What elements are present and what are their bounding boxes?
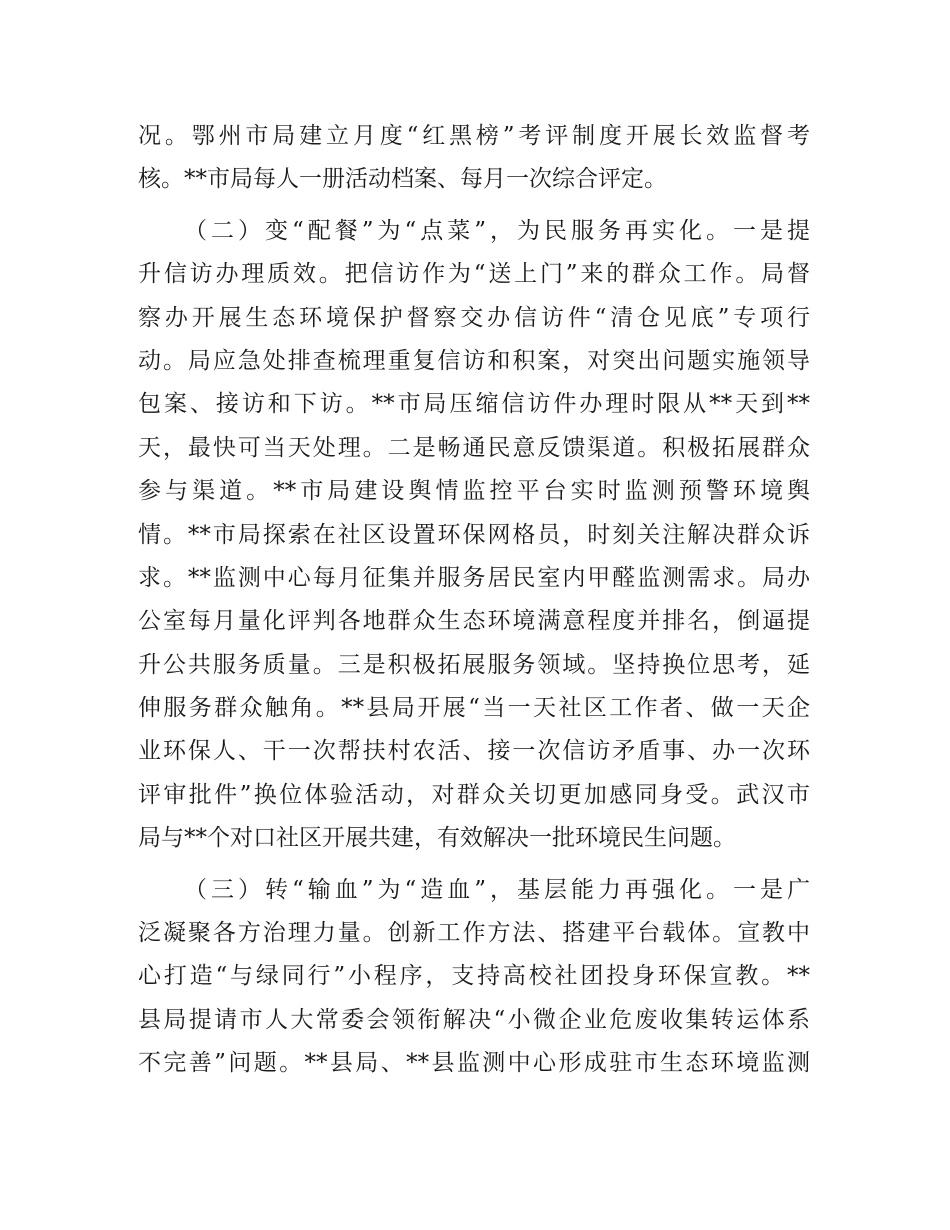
- text-line: （二）变“配餐”为“点菜”，为民服务再实化。一是提: [184, 217, 810, 244]
- text-line: 县局提请市人大常委会领衔解决“小微企业危废收集转运体系: [138, 1006, 810, 1033]
- paragraph-3: [138, 869, 810, 1086]
- text-line: 天，最快可当天处理。二是畅通民意反馈渠道。积极拓展群众: [138, 434, 810, 461]
- text-line: 不完善”问题。**县局、**县监测中心形成驻市生态环境监测: [138, 1050, 810, 1077]
- text-line: 动。局应急处排查梳理重复信访和积案，对突出问题实施领导: [138, 347, 810, 374]
- paragraph-1: [138, 115, 810, 202]
- paragraph-gap: [138, 202, 810, 210]
- text-line: 泛凝聚各方治理力量。创新工作方法、搭建平台载体。宣教中: [138, 920, 810, 947]
- text-line: 伸服务群众触角。**县局开展“当一天社区工作者、做一天企: [138, 695, 810, 722]
- document-body: [138, 115, 810, 1086]
- text-line: 参与渠道。**市局建设舆情监控平台实时监测预警环境舆: [138, 478, 810, 505]
- text-line: 况。鄂州市局建立月度“红黑榜”考评制度开展长效监督考: [138, 123, 810, 149]
- text-line: 公室每月量化评判各地群众生态环境满意程度并排名，倒逼提: [138, 608, 810, 635]
- text-line: （三）转“输血”为“造血”，基层能力再强化。一是广: [184, 876, 810, 903]
- text-line: 察办开展生态环境保护督察交办信访件“清仓见底”专项行: [138, 304, 810, 331]
- text-line: 升信访办理质效。把信访作为“送上门”来的群众工作。局督: [138, 261, 810, 288]
- paragraph-2: [138, 210, 810, 861]
- text-line: 升公共服务质量。三是积极拓展服务领域。坚持换位思考，延: [138, 651, 810, 678]
- text-line: 求。**监测中心每月征集并服务居民室内甲醛监测需求。局办: [138, 564, 810, 591]
- text-line: 核。**市局每人一册活动档案、每月一次综合评定。: [138, 166, 667, 193]
- text-line: 业环保人、干一次帮扶村农活、接一次信访矛盾事、办一次环: [138, 738, 810, 765]
- paragraph-gap: [138, 861, 810, 869]
- text-line: 包案、接访和下访。**市局压缩信访件办理时限从**天到**: [138, 391, 810, 418]
- text-line: 情。**市局探索在社区设置环保网格员，时刻关注解决群众诉: [138, 521, 810, 548]
- text-line: 局与**个对口社区开展共建，有效解决一批环境民生问题。: [138, 825, 736, 852]
- text-line: 心打造“与绿同行”小程序，支持高校社团投身环保宣教。**: [138, 963, 810, 990]
- text-line: 评审批件”换位体验活动，对群众关切更加感同身受。武汉市: [138, 781, 810, 808]
